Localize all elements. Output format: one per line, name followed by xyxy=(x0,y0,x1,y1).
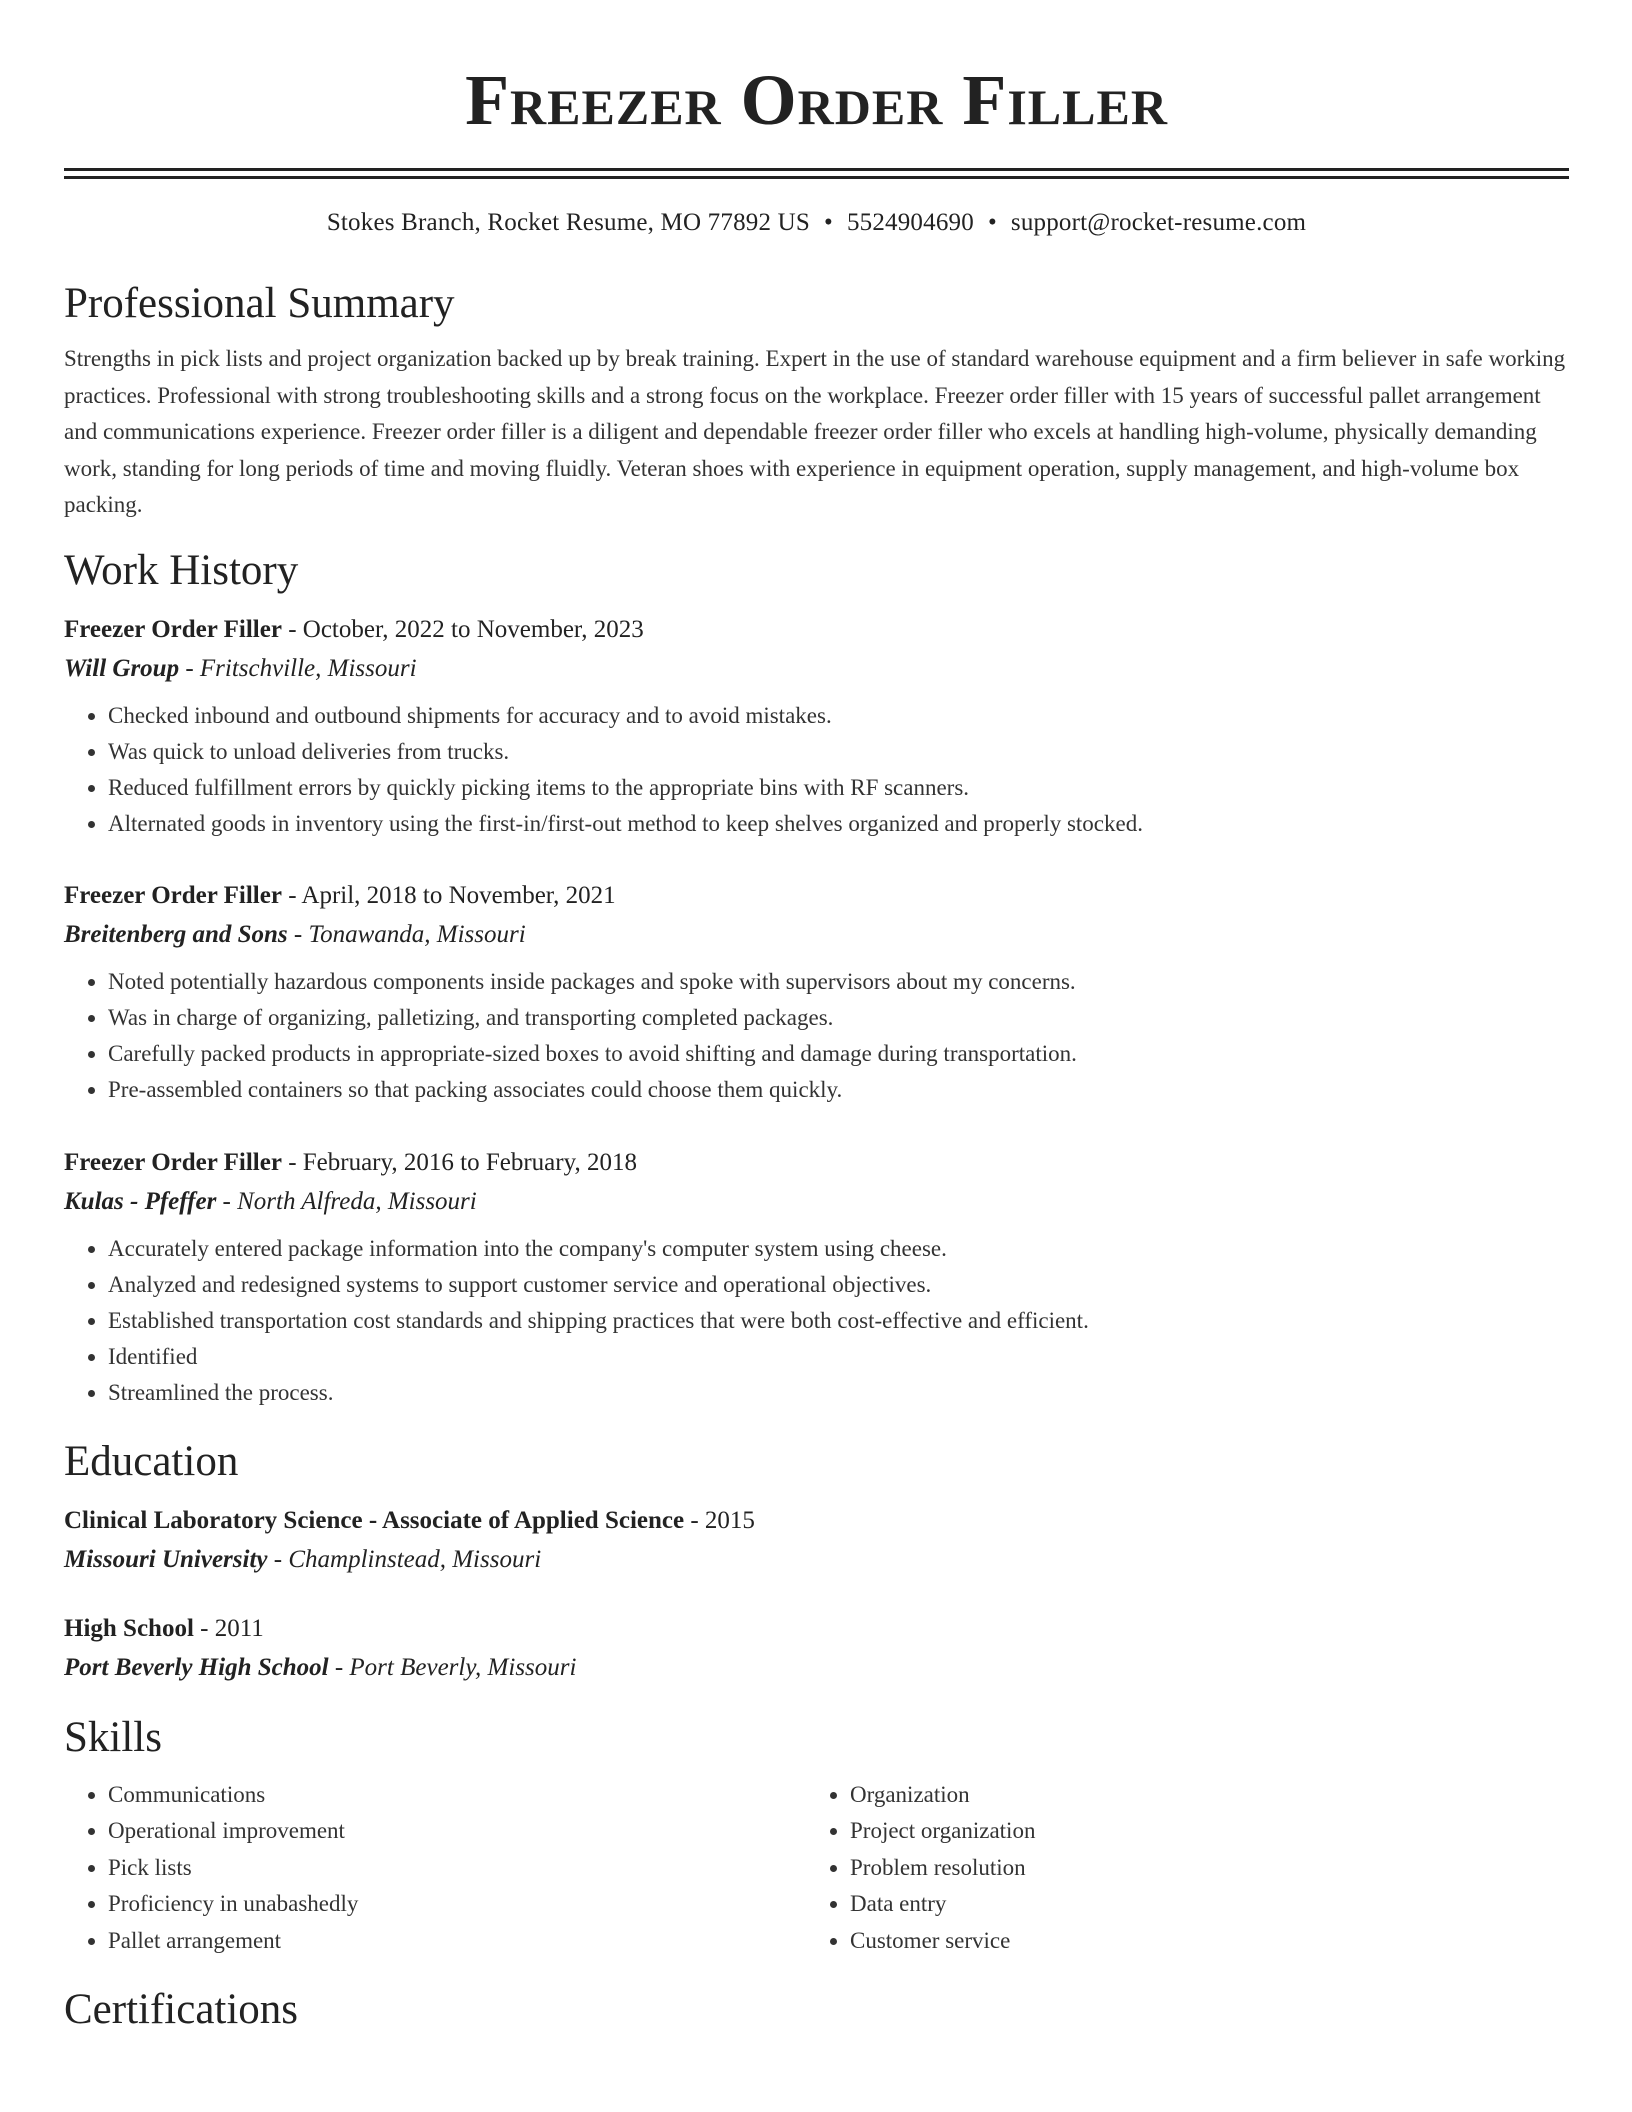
education-school: Port Beverly High School xyxy=(64,1653,329,1681)
job-title-line xyxy=(64,1143,1569,1182)
summary-heading: Professional Summary xyxy=(64,280,455,327)
job-company: Breitenberg and Sons xyxy=(64,920,288,948)
job-title-line xyxy=(64,610,1569,649)
job-dates: - October, 2022 to November, 2023 xyxy=(281,615,644,643)
job-dates: - April, 2018 to November, 2021 xyxy=(281,881,616,909)
page-title: Freezer Order Filler xyxy=(465,60,1168,140)
job-bullets xyxy=(64,964,1569,1108)
skills-list xyxy=(64,1777,1569,1960)
list-item: • Streamlined the process. xyxy=(108,1375,1569,1411)
skill-item: • Pallet arrangement xyxy=(108,1923,806,1960)
contact-separator: • xyxy=(823,209,833,236)
skill-item: • Operational improvement xyxy=(108,1813,806,1850)
skill-item: • Pick lists xyxy=(108,1850,806,1887)
list-item: • Carefully packed products in appropriate-sized boxes to avoid shifting and damage during transportation. xyxy=(108,1036,1569,1072)
job-company-line xyxy=(64,1182,1569,1221)
education-school-line xyxy=(64,1648,1569,1687)
job-title: Freezer Order Filler xyxy=(64,1148,282,1176)
skill-item: • Proficiency in unabashedly xyxy=(108,1886,806,1923)
job-title: Freezer Order Filler xyxy=(64,881,282,909)
list-item: • Was in charge of organizing, palletizing, and transporting completed packages. xyxy=(108,1000,1569,1036)
job-entry xyxy=(64,1143,1569,1411)
job-location: - Tonawanda, Missouri xyxy=(287,920,526,948)
list-item: • Analyzed and redesigned systems to support customer service and operational objectives. xyxy=(108,1267,1569,1303)
job-bullets xyxy=(64,1231,1569,1411)
skill-item: • Problem resolution xyxy=(850,1850,1566,1887)
job-bullets xyxy=(64,698,1569,842)
title-divider-top xyxy=(64,168,1569,171)
education-school: Missouri University xyxy=(64,1545,268,1573)
job-company: Kulas - Pfeffer xyxy=(64,1187,217,1215)
job-entry xyxy=(64,876,1569,1108)
job-title: Freezer Order Filler xyxy=(64,615,282,643)
education-school-line xyxy=(64,1540,1569,1579)
job-entry xyxy=(64,610,1569,842)
contact-line xyxy=(64,207,1569,239)
education-location: - Champlinstead, Missouri xyxy=(267,1545,542,1573)
resume-page xyxy=(64,0,1569,2037)
education-entry xyxy=(64,1609,1569,1687)
job-location: - North Alfreda, Missouri xyxy=(216,1187,477,1215)
skill-item: • Communications xyxy=(108,1777,806,1814)
summary-text: Strengths in pick lists and project organization backed up by break training. Expert in the use of standard warehouse equipment and a firm believer in safe working practices. Professional with strong troubleshooting skills and a strong focus on the workplace. Freezer order filler with 15 years of successful pallet arrangement and communications experience. Freezer order filler is a diligent and dependable freezer order filler who excels at handling high-volume, physically demanding work, standing for long periods of time and moving fluidly. Veteran shoes with experience in equipment operation, supply management, and high-volume box packing. xyxy=(64,346,1566,517)
skill-item: • Data entry xyxy=(850,1886,1566,1923)
list-item: • Identified xyxy=(108,1339,1569,1375)
skills-column-right xyxy=(806,1777,1566,1960)
education-degree-line xyxy=(64,1501,1569,1540)
education-degree: High School xyxy=(64,1614,194,1642)
education-degree: Clinical Laboratory Science - Associate of Applied Science xyxy=(64,1506,685,1534)
education-degree-line xyxy=(64,1609,1569,1648)
title-divider-bottom xyxy=(64,176,1569,179)
skill-item: • Project organization xyxy=(850,1813,1566,1850)
job-company-line xyxy=(64,649,1569,688)
list-item: • Accurately entered package information into the company's computer system using cheese. xyxy=(108,1231,1569,1267)
skills-heading: Skills xyxy=(64,1713,162,1761)
contact-phone: 5524904690 xyxy=(846,209,974,236)
education-year: - 2015 xyxy=(684,1506,755,1534)
list-item: • Reduced fulfillment errors by quickly picking items to the appropriate bins with RF scanners. xyxy=(108,770,1569,806)
skills-column-left xyxy=(64,1777,806,1960)
contact-address: Stokes Branch, Rocket Resume, MO 77892 US xyxy=(326,209,810,236)
list-item: • Alternated goods in inventory using the first-in/first-out method to keep shelves organized and properly stocked. xyxy=(108,806,1569,842)
contact-separator: • xyxy=(987,209,997,236)
list-item: • Pre-assembled containers so that packing associates could choose them quickly. xyxy=(108,1072,1569,1108)
education-entry xyxy=(64,1501,1569,1579)
job-dates: - February, 2016 to February, 2018 xyxy=(281,1148,637,1176)
skill-item: • Organization xyxy=(850,1777,1566,1814)
list-item: • Established transportation cost standards and shipping practices that were both cost-effective and efficient. xyxy=(108,1303,1569,1339)
skill-item: • Customer service xyxy=(850,1923,1566,1960)
education-year: - 2011 xyxy=(193,1614,264,1642)
contact-email: support@rocket-resume.com xyxy=(1010,209,1307,236)
job-company-line xyxy=(64,915,1569,954)
job-location: - Fritschville, Missouri xyxy=(179,654,417,682)
list-item: • Noted potentially hazardous components inside packages and spoke with supervisors about my concerns. xyxy=(108,964,1569,1000)
job-title-line xyxy=(64,876,1569,915)
education-location: - Port Beverly, Missouri xyxy=(328,1653,577,1681)
list-item: • Was quick to unload deliveries from trucks. xyxy=(108,734,1569,770)
certifications-heading: Certifications xyxy=(64,1986,299,2033)
education-heading: Education xyxy=(64,1437,239,1485)
job-company: Will Group xyxy=(64,654,180,682)
list-item: • Checked inbound and outbound shipments for accuracy and to avoid mistakes. xyxy=(108,698,1569,734)
work-history-heading: Work History xyxy=(64,546,299,594)
